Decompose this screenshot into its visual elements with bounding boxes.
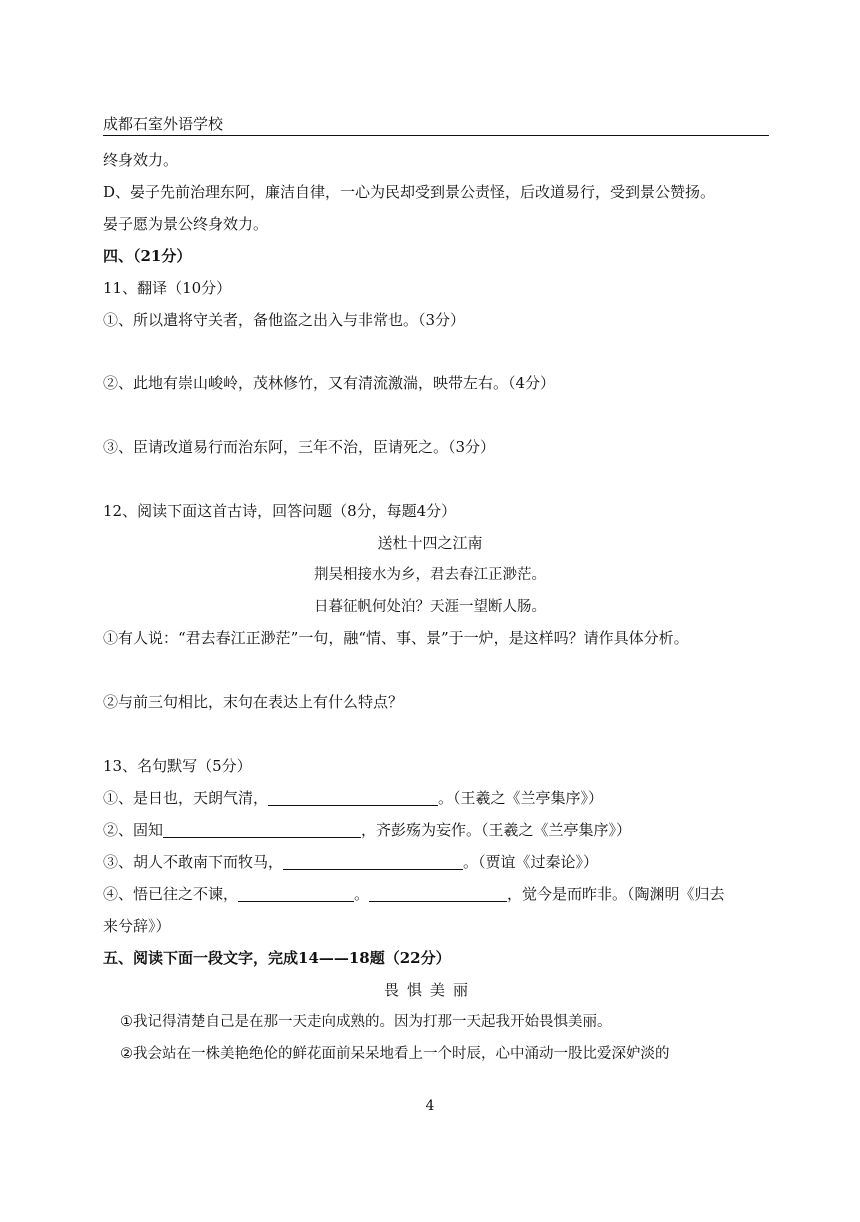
prompt-text: ②、固知 — [103, 821, 164, 839]
paragraph-2: ②我会站在一株美艳绝伦的鲜花面前呆呆地看上一个时辰，心中涌动一股比爱深妒淡的 — [120, 1046, 670, 1062]
prompt-text: 。 — [354, 885, 370, 903]
question-13-2 — [103, 820, 631, 840]
question-13-4 — [103, 884, 725, 904]
header-rule — [103, 135, 769, 136]
question-13-3 — [103, 852, 598, 872]
prompt-text: 。（王羲之《兰亭集序》） — [438, 789, 604, 807]
option-d: D、晏子先前治理东阿，廉洁自律，一心为民却受到景公责怪，后改道易行，受到景公赞扬。 — [103, 183, 716, 201]
poem-line-1: 荆吴相接水为乡，君去春江正渺茫。 — [314, 567, 546, 583]
question-12-1: ①有人说：“君去春江正渺茫”一句，融“情、事、景”于一炉，是这样吗？请作具体分析。 — [103, 629, 689, 647]
prompt-text: ，齐彭殇为妄作。（王羲之《兰亭集序》） — [361, 821, 632, 839]
answer-blank[interactable] — [163, 821, 361, 838]
page-number: 4 — [425, 1098, 435, 1114]
question-13: 13、名句默写（5分） — [103, 757, 252, 775]
school-header: 成都石室外语学校 — [103, 115, 224, 133]
answer-blank[interactable] — [268, 789, 438, 806]
question-13-1 — [103, 788, 603, 808]
essay-title: 畏惧美丽 — [383, 981, 476, 999]
text-line: 晏子愿为景公终身效力。 — [103, 215, 269, 233]
question-11-3: ③、臣请改道易行而治东阿，三年不治，臣请死之。（3分） — [103, 438, 496, 456]
prompt-text: ，觉今是而昨非。（陶渊明《归去 — [507, 885, 725, 903]
paragraph-1: ①我记得清楚自己是在那一天走向成熟的。因为打那一天起我开始畏惧美丽。 — [120, 1014, 612, 1030]
answer-blank[interactable] — [283, 853, 463, 870]
question-12-2: ②与前三句相比，末句在表达上有什么特点？ — [103, 693, 404, 711]
prompt-text: ①、是日也，天朗气清， — [103, 789, 269, 807]
section-five-heading: 五、阅读下面一段文字，完成14——18题（22分） — [103, 949, 451, 967]
question-11-2: ②、此地有崇山峻岭，茂林修竹，又有清流激湍，映带左右。（4分） — [103, 374, 556, 392]
answer-blank[interactable] — [238, 885, 354, 902]
question-11: 11、翻译（10分） — [103, 279, 232, 297]
prompt-text: ④、悟已往之不谏， — [103, 885, 239, 903]
question-11-1: ①、所以遣将守关者，备他盗之出入与非常也。（3分） — [103, 311, 466, 329]
prompt-text: 。（贾谊《过秦论》） — [463, 853, 599, 871]
question-13-4-cont: 来兮辞》） — [103, 917, 171, 935]
poem-title: 送杜十四之江南 — [377, 534, 483, 552]
text-line: 终身效力。 — [103, 151, 179, 169]
prompt-text: ③、胡人不敢南下而牧马， — [103, 853, 284, 871]
section-four-heading: 四、（21分） — [103, 247, 192, 265]
question-12: 12、阅读下面这首古诗，回答问题（8分，每题4分） — [103, 502, 457, 520]
poem-line-2: 日暮征帆何处泊？天涯一望断人肠。 — [314, 599, 546, 615]
answer-blank[interactable] — [369, 885, 507, 902]
